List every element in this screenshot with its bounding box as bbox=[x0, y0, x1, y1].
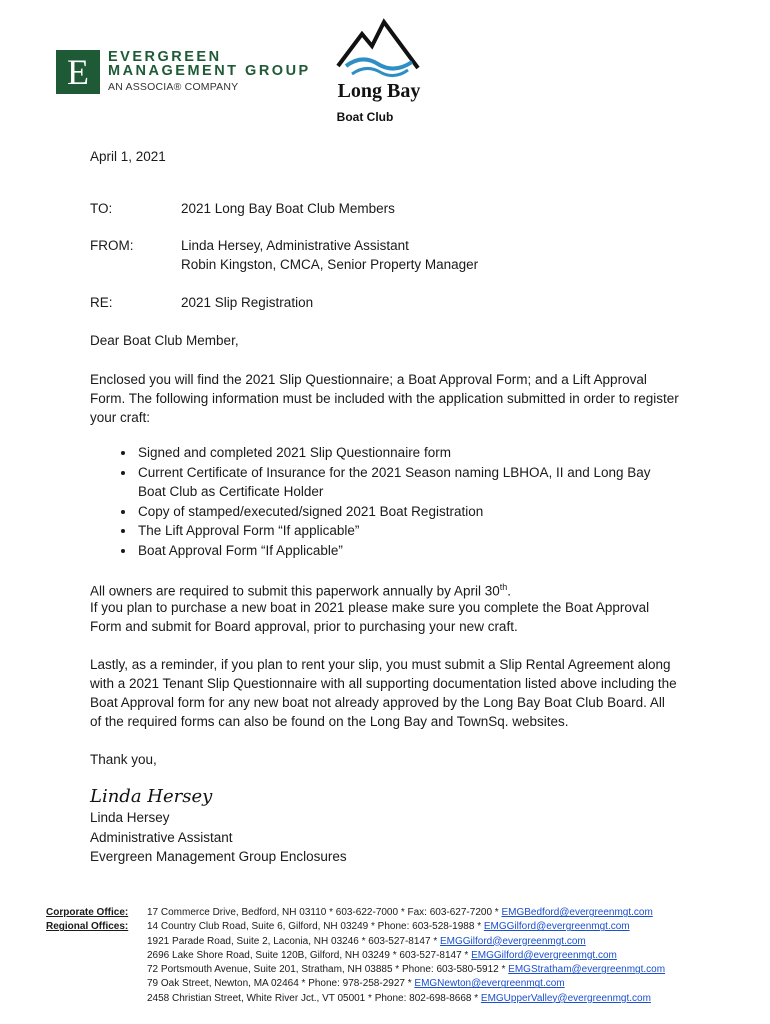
rent-paragraph: Lastly, as a reminder, if you plan to rent your slip, you must submit a Slip Rental Agreement along with a 2021 Tenant Slip Questionnaire with all supporting documentation listed above including the Boat Approval form for any new boat not already approved by the Long Bay Boat Club Board. All of the required forms can also be found on the Long Bay and TownSq. websites. bbox=[90, 657, 677, 729]
from-label: FROM: bbox=[90, 238, 134, 253]
to-value: 2021 Long Bay Boat Club Members bbox=[181, 201, 395, 216]
office-address: 14 Country Club Road, Suite 6, Gilford, NH 03249 * Phone: 603-528-1988 * bbox=[147, 921, 484, 933]
intro-paragraph: Enclosed you will find the 2021 Slip Questionnaire; a Boat Approval Form; and a Lift Approval Form. The following information must be included with the application submitted in order to register your craft: bbox=[90, 372, 679, 425]
office-email-link[interactable]: EMGUpperValley@evergreenmgt.com bbox=[480, 992, 651, 1004]
re-value: 2021 Slip Registration bbox=[181, 295, 314, 310]
deadline-period: . bbox=[507, 583, 511, 599]
office-address: 17 Commerce Drive, Bedford, NH 03110 * 603-622-7000 * Fax: 603-627-7200 * bbox=[147, 907, 502, 918]
footer-office-list bbox=[147, 906, 665, 1006]
office-address: 1921 Parade Road, Suite 2, Laconia, NH 03246 * 603-527-8147 * bbox=[147, 935, 440, 947]
footer-labels bbox=[46, 906, 128, 935]
associa-subtitle: AN ASSOCIA® COMPANY bbox=[108, 81, 239, 93]
list-item: • Signed and completed 2021 Slip Questionnaire form bbox=[136, 443, 670, 463]
re-label: RE: bbox=[90, 295, 113, 310]
list-item: • Boat Approval Form “If Applicable” bbox=[136, 541, 670, 561]
corporate-office-label: Corporate Office: bbox=[46, 907, 129, 918]
office-email-link[interactable]: EMGBedford@evergreenmgt.com bbox=[501, 907, 653, 918]
office-line bbox=[147, 949, 665, 963]
office-line bbox=[147, 977, 665, 991]
office-email-link[interactable]: EMGGilford@evergreenmgt.com bbox=[471, 949, 617, 961]
long-bay-logo-text: Long Bay bbox=[337, 80, 421, 102]
letter-date: April 1, 2021 bbox=[90, 149, 166, 164]
list-item: • Copy of stamped/executed/signed 2021 Boat Registration bbox=[136, 502, 670, 522]
boat-club-title: Boat Club bbox=[336, 110, 394, 124]
office-line bbox=[147, 963, 665, 977]
signer-title: Administrative Assistant bbox=[90, 830, 233, 845]
office-line bbox=[147, 920, 665, 934]
evergreen-company-name: EVERGREEN MANAGEMENT GROUP bbox=[108, 49, 311, 79]
to-label: TO: bbox=[90, 201, 113, 216]
office-line bbox=[147, 992, 665, 1006]
closing: Thank you, bbox=[90, 752, 157, 767]
signature: Linda Hersey bbox=[90, 786, 213, 807]
office-address: 2458 Christian Street, White River Jct., VT 05001 * Phone: 802-698-8668 * bbox=[147, 992, 481, 1004]
evergreen-e-mark: E bbox=[56, 50, 100, 94]
office-line bbox=[147, 935, 665, 949]
deadline-ordinal: th bbox=[499, 582, 508, 592]
list-item: • Current Certificate of Insurance for the 2021 Season naming LBHOA, II and Long Bay Boat Club as Certificate Holder bbox=[136, 463, 670, 502]
office-line bbox=[147, 906, 665, 920]
office-email-link[interactable]: EMGGilford@evergreenmgt.com bbox=[483, 921, 630, 933]
signer-org: Evergreen Management Group Enclosures bbox=[90, 849, 347, 864]
purchase-paragraph: If you plan to purchase a new boat in 2021 please make sure you complete the Boat Approval Form and submit for Board approval, prior to purchasing your new craft. bbox=[90, 600, 650, 634]
office-email-link[interactable]: EMGStratham@evergreenmgt.com bbox=[508, 964, 666, 976]
office-email-link[interactable]: EMGGilford@evergreenmgt.com bbox=[440, 935, 586, 947]
evergreen-logo bbox=[56, 50, 326, 96]
requirements-list bbox=[110, 443, 670, 560]
from-line-2: Robin Kingston, CMCA, Senior Property Manager bbox=[181, 257, 479, 272]
office-address: 2696 Lake Shore Road, Suite 120B, Gilford, NH 03249 * 603-527-8147 * bbox=[147, 949, 472, 961]
deadline-text: All owners are required to submit this paperwork annually by April 30 bbox=[90, 583, 500, 599]
regional-offices-label: Regional Offices: bbox=[46, 921, 129, 933]
list-item: • The Lift Approval Form “If applicable” bbox=[136, 521, 670, 541]
from-line-1: Linda Hersey, Administrative Assistant bbox=[181, 238, 409, 253]
office-email-link[interactable]: EMGNewton@evergreenmgt.com bbox=[414, 978, 565, 990]
office-address: 79 Oak Street, Newton, MA 02464 * Phone: 978-258-2927 * bbox=[147, 978, 415, 990]
signer-name: Linda Hersey bbox=[90, 810, 170, 825]
office-address: 72 Portsmouth Avenue, Suite 201, Stratham, NH 03885 * Phone: 603-580-5912 * bbox=[147, 964, 509, 976]
salutation: Dear Boat Club Member, bbox=[90, 333, 239, 348]
